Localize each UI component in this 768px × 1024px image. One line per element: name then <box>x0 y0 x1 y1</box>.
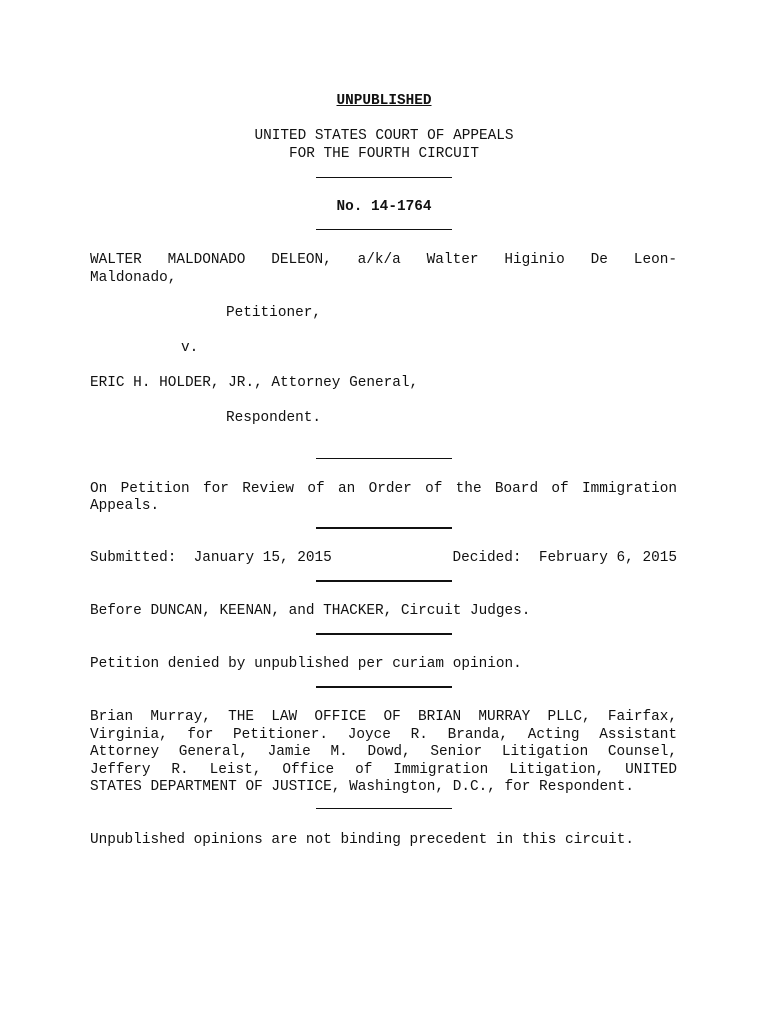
divider-rule <box>316 808 452 809</box>
court-name-line-1: UNITED STATES COURT OF APPEALS <box>254 128 514 144</box>
respondent-name: ERIC H. HOLDER, JR., Attorney General, <box>90 375 419 391</box>
divider-rule <box>316 177 452 178</box>
court-name-line-2: FOR THE FOURTH CIRCUIT <box>289 146 479 162</box>
divider-rule <box>316 229 452 230</box>
divider-rule <box>316 527 452 529</box>
divider-rule <box>316 580 452 582</box>
counsel-line-1: Brian Murray, THE LAW OFFICE OF BRIAN MURRAY PLLC, Fairfax, <box>90 709 677 725</box>
submitted-date: Submitted: January 15, 2015 <box>90 550 332 566</box>
divider-rule <box>316 458 452 459</box>
counsel-line-3: Attorney General, Jamie M. Dowd, Senior Litigation Counsel, <box>90 744 677 760</box>
petitioner-name-line-1: WALTER MALDONADO DELEON, a/k/a Walter Higinio De Leon- <box>90 252 677 268</box>
counsel-line-4: Jeffery R. Leist, Office of Immigration Litigation, UNITED <box>90 762 677 778</box>
divider-rule <box>316 633 452 635</box>
disposition: Petition denied by unpublished per curiam opinion. <box>90 656 522 672</box>
proceeding-line-2: Appeals. <box>90 498 160 514</box>
dates-row <box>90 549 677 567</box>
versus: v. <box>181 340 199 356</box>
case-number: No. 14-1764 <box>336 199 432 215</box>
publication-status: UNPUBLISHED <box>336 93 432 109</box>
proceeding-line-1: On Petition for Review of an Order of the Board of Immigration <box>90 481 677 497</box>
panel-judges: Before DUNCAN, KEENAN, and THACKER, Circuit Judges. <box>90 603 531 619</box>
counsel-line-5: STATES DEPARTMENT OF JUSTICE, Washington, D.C., for Respondent. <box>90 779 635 795</box>
decided-date: Decided: February 6, 2015 <box>452 550 677 566</box>
precedent-notice: Unpublished opinions are not binding precedent in this circuit. <box>90 832 635 848</box>
respondent-role: Respondent. <box>226 410 321 426</box>
counsel-line-2: Virginia, for Petitioner. Joyce R. Branda, Acting Assistant <box>90 727 677 743</box>
petitioner-name-line-2: Maldonado, <box>90 270 177 286</box>
petitioner-role: Petitioner, <box>226 305 321 321</box>
divider-rule <box>316 686 452 688</box>
